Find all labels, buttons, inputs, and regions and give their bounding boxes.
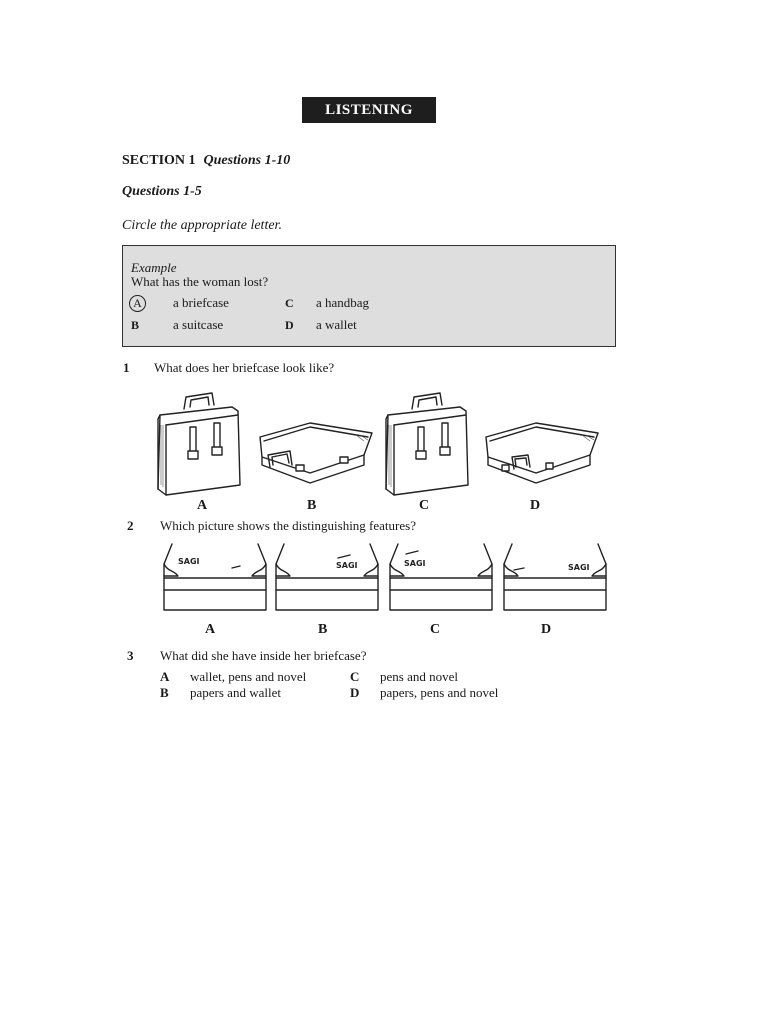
section-banner: LISTENING [302, 97, 436, 123]
example-title: Example [131, 260, 177, 275]
q1-picture-label-d: D [530, 498, 541, 513]
briefcase-corner-b-icon [276, 544, 378, 610]
question-1-pictures [150, 385, 620, 505]
q3-option-b-letter: B [160, 685, 169, 700]
q2-d-tag-label: SAGI [568, 563, 590, 572]
briefcase-flat-b-icon [260, 423, 372, 483]
q3-option-a-text: wallet, pens and novel [190, 669, 307, 684]
q2-picture-label-a: A [205, 622, 216, 637]
question-2-number: 2 [127, 518, 134, 533]
example-option-d-letter: D [285, 318, 294, 332]
example-option-a-circled-letter: A [129, 295, 146, 312]
question-3-text: What did she have inside her briefcase? [160, 648, 367, 663]
q3-option-d-text: papers, pens and novel [380, 685, 499, 700]
question-3-number: 3 [127, 648, 134, 663]
question-2-text: Which picture shows the distinguishing features? [160, 518, 416, 533]
briefcase-upright-a-icon [158, 393, 240, 495]
questions-subheading: Questions 1-5 [122, 184, 202, 199]
q2-b-tag-label: SAGI [336, 561, 358, 570]
example-option-b-text: a suitcase [173, 317, 224, 332]
q2-picture-label-c: C [430, 622, 441, 637]
question-1-text: What does her briefcase look like? [154, 360, 335, 375]
example-option-d-text: a wallet [316, 317, 357, 332]
q2-a-tag-label: SAGI [178, 557, 200, 566]
example-box [122, 245, 616, 347]
q3-option-c-text: pens and novel [380, 669, 458, 684]
question-1-number: 1 [123, 360, 130, 375]
briefcase-corner-a-icon [164, 544, 266, 610]
q1-picture-label-b: B [307, 498, 317, 513]
section-heading [122, 153, 290, 169]
section-label: SECTION 1 [122, 153, 196, 168]
example-option-c-text: a handbag [316, 295, 370, 310]
example-option-a-text: a briefcase [173, 295, 229, 310]
briefcase-flat-d-icon [486, 423, 598, 483]
q1-picture-label-a: A [197, 498, 208, 513]
q3-option-a-letter: A [160, 669, 170, 684]
q3-option-b-text: papers and wallet [190, 685, 281, 700]
briefcase-corner-c-icon [390, 544, 492, 610]
briefcase-corner-d-icon [504, 544, 606, 610]
question-2-pictures [160, 540, 620, 620]
q2-picture-label-d: D [541, 622, 552, 637]
example-option-c-letter: C [285, 296, 294, 310]
example-option-b-letter: B [131, 318, 140, 332]
q3-option-c-letter: C [350, 669, 360, 684]
instruction-text: Circle the appropriate letter. [122, 218, 282, 233]
section-questions-range: Questions 1-10 [203, 153, 291, 168]
example-question: What has the woman lost? [131, 274, 269, 289]
q2-c-tag-label: SAGI [404, 559, 426, 568]
q1-picture-label-c: C [419, 498, 430, 513]
briefcase-upright-c-icon [386, 393, 468, 495]
q3-option-d-letter: D [350, 685, 360, 700]
q2-picture-label-b: B [318, 622, 328, 637]
